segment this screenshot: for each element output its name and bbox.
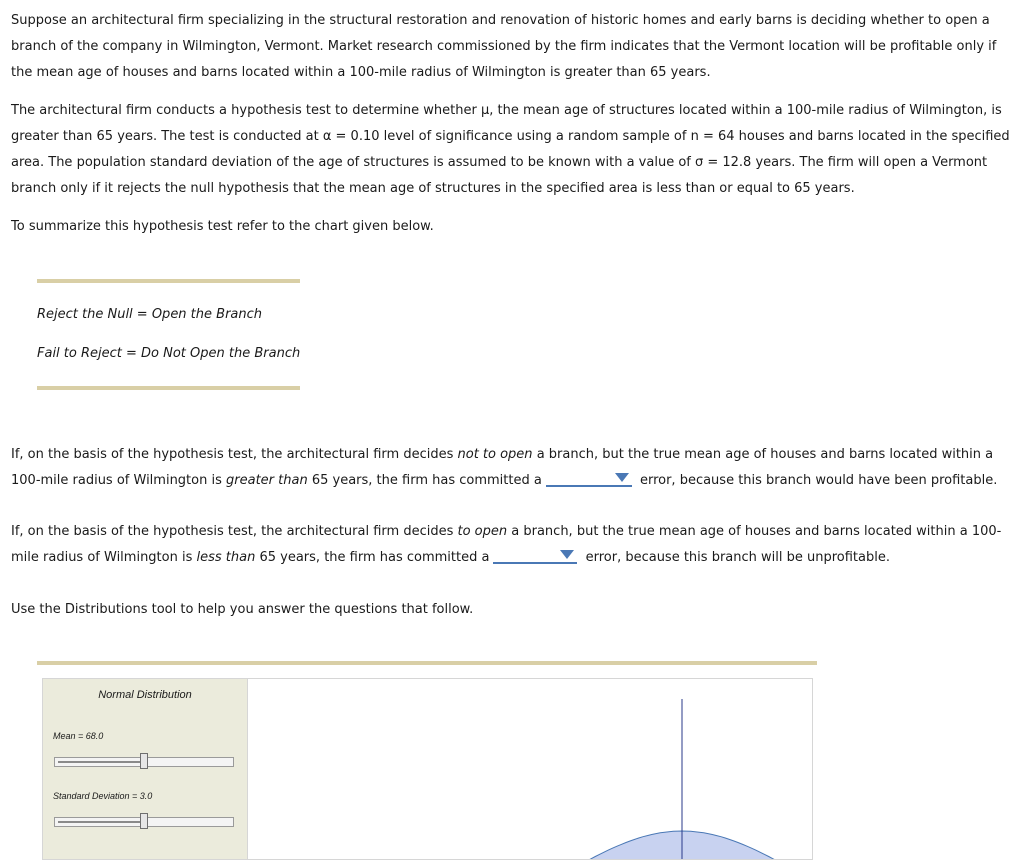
sd-slider-thumb[interactable] [140,813,148,829]
q1-text-d: error, because this branch would have been profitable. [639,473,998,488]
tool-control-panel [43,679,248,859]
q1-error-type-dropdown[interactable] [546,471,632,487]
intro-paragraph-3: To summarize this hypothesis test refer to the chart given below. [11,219,434,234]
mean-slider-track [58,761,144,763]
chevron-down-icon [560,550,574,560]
distributions-tool [42,678,813,860]
chevron-down-icon [615,473,629,483]
sd-label: Standard Deviation = 3.0 [53,791,153,801]
mean-label: Mean = 68.0 [53,731,104,741]
q2-text-d: error, because this branch will be unprofitable. [585,550,890,565]
sd-slider[interactable] [54,817,234,827]
intro-paragraph-2: The architectural firm conducts a hypothesis test to determine whether μ, the mean age of structures located within a 100-mile radius of Wilmington, is greater than 65 years. The test is conducted at α = 0.10 level of significance using a random sample of n = 64 houses and barns located in the specified area. The population standard deviation of the age of structures is assumed to be known with a value of σ = 12.8 years. The firm will open a Vermont branch only if it rejects the null hypothesis that the mean age of structures in the specified area is less than or equal to 65 years. [11,103,1010,196]
q1-emphasis-2: greater than [226,473,308,488]
q2-text-a: If, on the basis of the hypothesis test, the architectural firm decides [11,524,458,539]
q2-error-type-dropdown[interactable] [493,548,577,564]
question-2 [11,519,1011,571]
tool-top-divider [37,661,817,665]
summary-fail: Fail to Reject = Do Not Open the Branch [37,346,301,361]
q2-emphasis-1: to open [457,524,508,539]
q2-emphasis-2: less than [196,550,256,565]
q1-text-c: 65 years, the firm has committed a [307,473,542,488]
mean-slider[interactable] [54,757,234,767]
q1-emphasis-1: not to open [457,447,533,462]
sd-slider-track [58,821,144,823]
mean-slider-thumb[interactable] [140,753,148,769]
summary-top-divider [37,279,300,283]
summary-bottom-divider [37,386,300,390]
intro-paragraph-1: Suppose an architectural firm specializing in the structural restoration and renovation of historic homes and early barns is deciding whether to open a branch of the company in Wilmington, Vermont. Market research commissioned by the firm indicates that the Vermont location will be profitable only if the mean age of houses and barns located within a 100-mile radius of Wilmington is greater than 65 years. [11,13,997,80]
summary-reject: Reject the Null = Open the Branch [37,307,263,322]
q2-text-b: a branch, but the true mean age of houses and barns located within a 100-mile radius of Wilmington is [11,524,1002,565]
question-1 [11,442,1011,494]
q2-text-c: 65 years, the firm has committed a [255,550,490,565]
q1-text-a: If, on the basis of the hypothesis test, the architectural firm decides [11,447,458,462]
tool-title: Normal Distribution [98,689,192,701]
q1-text-b: a branch, but the true mean age of houses and barns located within a 100-mile radius of Wilmington is [11,447,994,488]
distribution-plot [248,679,812,859]
tool-instructions: Use the Distributions tool to help you answer the questions that follow. [11,602,474,617]
